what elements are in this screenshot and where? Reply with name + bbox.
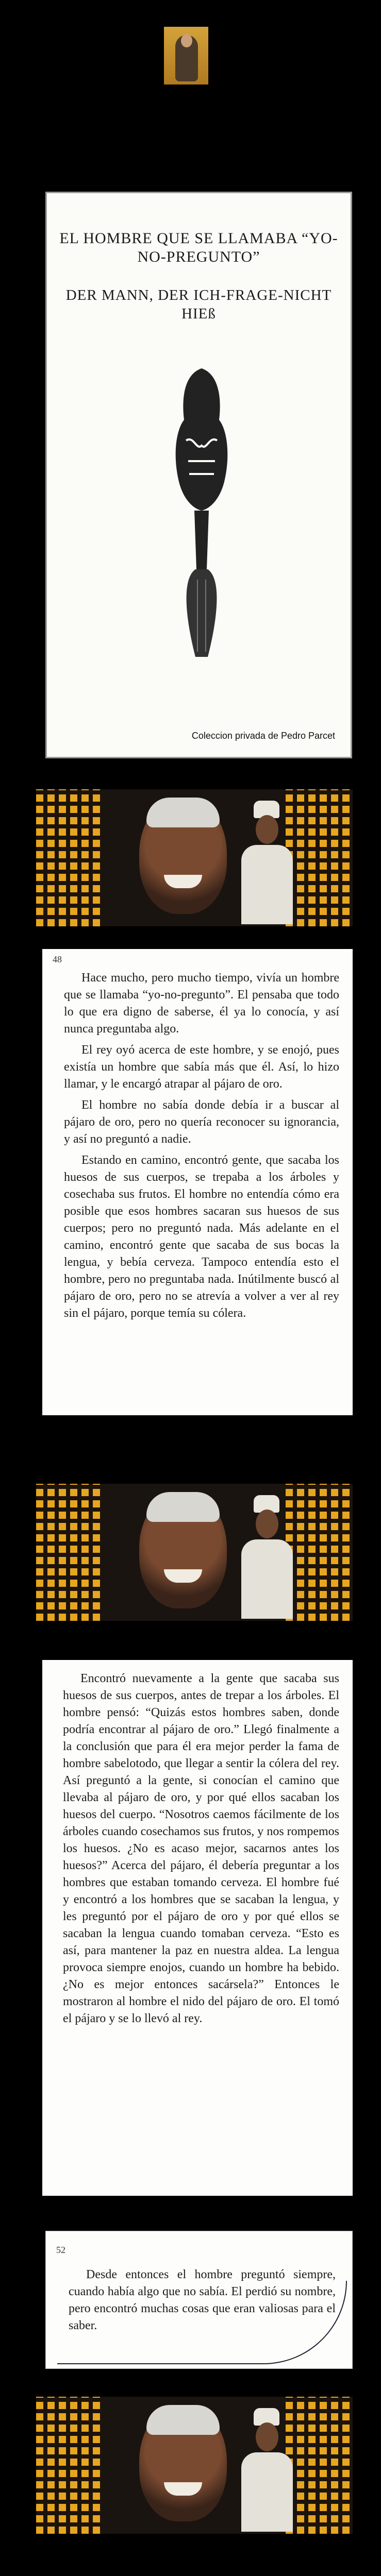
cover-subtitle: DER MANN, DER ICH-FRAGE-NICHT HIEß xyxy=(65,287,332,322)
collection-credit: Coleccion privada de Pedro Parcet xyxy=(191,731,335,741)
page-number: 52 xyxy=(56,2245,65,2255)
page-number: 48 xyxy=(53,954,62,964)
paragraph: Encontró nuevamente a la gente que sacaba sus huesos de sus cuerpos, antes de trepar a los árboles. El hombre pensó: “Quizás estos hombres saben, donde podría encontrar al pájaro de oro.” Llegó finalmente a la conclusión que para él era mejor perder la fama de hombre sabelotodo, que llegar a sentir la cólera del rey. Así preguntó a la gente, si conocían el camino que llevaba al pájaro de oro, y por qué ellos sacaban los huesos del cuerpo. “Nosotros caemos fácilmente de los árboles cuando cosechamos sus frutos, y nos rompemos los huesos. ¿No es acaso mejor, sacarnos antes los huesos?” Acerca del pájaro, él debería preguntar a los hombres que estaban tomando cerveza. El hombre fué y encontró a los hombres que se sacaban la lengua, y les preguntó por el pájaro de oro y por qué ellos se sacaban la lengua cuando tomaban cerveza. “Esto es así, para mantener la paz en nuestra aldea. La lengua provoca siempre enojos, cuando un hombre ha bebido. ¿No es mejor entonces sacársela?” Entonces le mostraron al hombre el nido del pájaro de oro. El tomó el pájaro y se lo llevó al rey. xyxy=(63,1672,339,2025)
paragraph: Hace mucho, pero mucho tiempo, vivía un hombre que se llamaba “yo-no-pregunto”. El pensaba que todo lo que era digno de saberse, él ya lo conocía, y así nunca preguntaba algo. xyxy=(64,971,339,1036)
mandela-photo xyxy=(36,2397,353,2534)
paragraph: Desde entonces el hombre preguntó siempre, cuando había algo que no sabía. El perdió su nombre, pero encontró muchas cosas que eran valiosas para el saber. xyxy=(69,2268,336,2332)
book-cover-page xyxy=(45,192,352,758)
portrait-photo xyxy=(164,27,208,84)
african-mask-icon xyxy=(165,363,238,662)
cover-title: EL HOMBRE QUE SE LLAMABA “YO-NO-PREGUNTO” xyxy=(59,230,338,265)
story-page-52 xyxy=(45,2231,353,2369)
paragraph: El rey oyó acerca de este hombre, y se enojó, pues existía un hombre que sabía más que él. Así, lo hizo llamar, y le encargó atrapar al pájaro de oro. xyxy=(64,1043,339,1091)
paragraph: Estando en camino, encontró gente, que sacaba los huesos de sus cuerpos, se trepaba a los árboles y cosechaba sus frutos. El hombre no entendía cómo era posible que esos hombres sacaran sus huesos de sus cuerpos; pero no preguntó nada. Más adelante en el camino, encontró gente que sacaba de sus bocas la lengua, y bebía cerveza. Tampoco entendía esto el hombre, pero no preguntaba nada. Inútilmente buscó al pájaro de oro, pero no se atrevía a volver a ver al rey sin el pájaro, porque temía su cólera. xyxy=(64,1154,339,1320)
paragraph: El hombre no sabía donde debía ir a buscar al pájaro de oro, pero no quería reconocer su ignorancia, y así no preguntó a nadie. xyxy=(64,1098,339,1146)
mandela-photo xyxy=(36,1484,353,1621)
story-page-48 xyxy=(42,949,353,1415)
mandela-photo xyxy=(36,789,353,926)
story-page-continued xyxy=(42,1660,353,2196)
